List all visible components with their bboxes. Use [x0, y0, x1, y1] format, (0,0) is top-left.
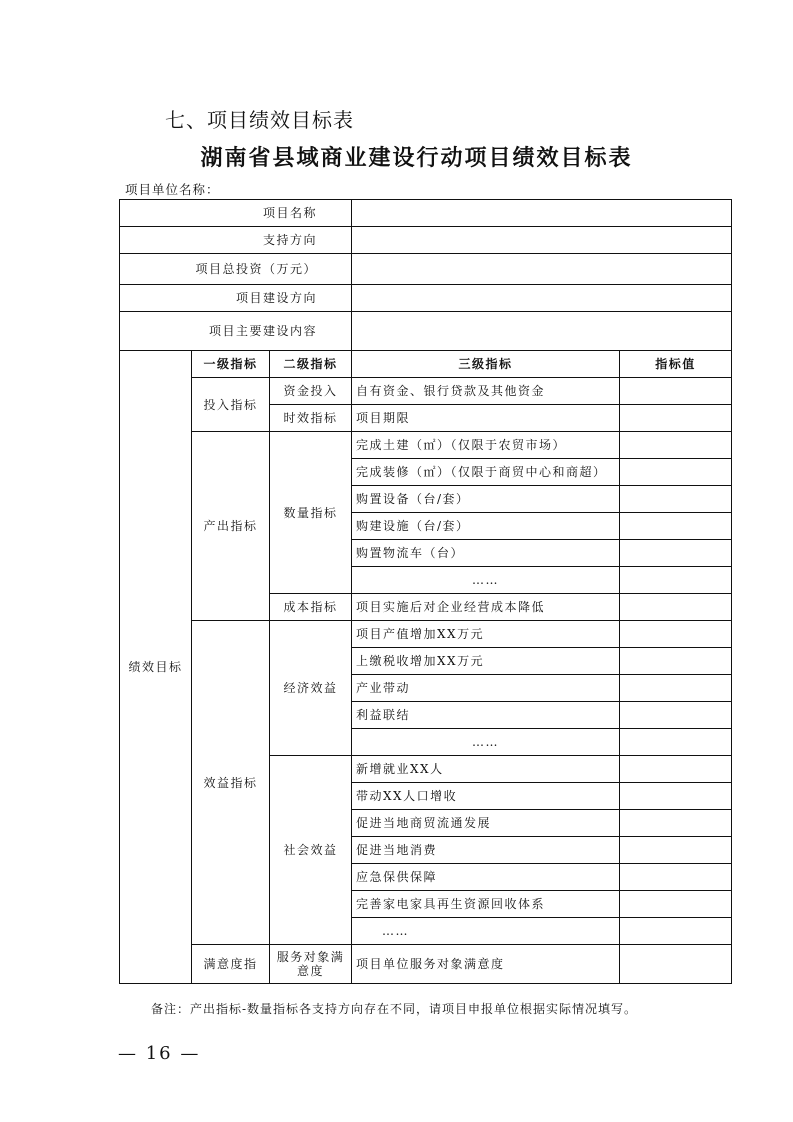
info-label: 项目名称: [120, 200, 352, 227]
info-label: 项目总投资（万元）: [120, 254, 352, 285]
level3-cell: 项目单位服务对象满意度: [352, 945, 620, 984]
info-row: [120, 312, 732, 351]
value-cell[interactable]: [620, 621, 732, 648]
level3-cell: 新增就业XX人: [352, 756, 620, 783]
level3-cell: 项目实施后对企业经营成本降低: [352, 594, 620, 621]
value-cell[interactable]: [620, 756, 732, 783]
level3-cell: 自有资金、银行贷款及其他资金: [352, 378, 620, 405]
info-value-cell[interactable]: [352, 312, 732, 351]
level3-cell: 购建设施（台/套）: [352, 513, 620, 540]
level1-satisfaction: 满意度指: [192, 945, 270, 984]
info-value-cell[interactable]: [352, 200, 732, 227]
value-cell[interactable]: [620, 891, 732, 918]
value-cell[interactable]: [620, 702, 732, 729]
value-cell[interactable]: [620, 405, 732, 432]
value-cell[interactable]: [620, 918, 732, 945]
header-level1: 一级指标: [192, 351, 270, 378]
level3-cell: 促进当地商贸流通发展: [352, 810, 620, 837]
value-cell[interactable]: [620, 837, 732, 864]
value-cell[interactable]: [620, 810, 732, 837]
value-cell[interactable]: [620, 783, 732, 810]
header-level2: 二级指标: [270, 351, 352, 378]
value-cell[interactable]: [620, 513, 732, 540]
category-cell: 绩效目标: [120, 351, 192, 984]
level3-cell: 完成土建（㎡）（仅限于农贸市场）: [352, 432, 620, 459]
info-label: 项目建设方向: [120, 285, 352, 312]
table-row: [120, 378, 732, 405]
table-row: [120, 621, 732, 648]
value-cell[interactable]: [620, 945, 732, 984]
section-title: 七、项目绩效目标表: [165, 108, 354, 132]
info-row: [120, 200, 732, 227]
info-value-cell[interactable]: [352, 285, 732, 312]
value-cell[interactable]: [620, 648, 732, 675]
info-row: [120, 254, 732, 285]
info-row: [120, 285, 732, 312]
value-cell[interactable]: [620, 864, 732, 891]
level1-output: 产出指标: [192, 432, 270, 621]
value-cell[interactable]: [620, 540, 732, 567]
value-cell[interactable]: [620, 378, 732, 405]
header-row: [120, 351, 732, 378]
level3-cell: 项目期限: [352, 405, 620, 432]
level3-cell: 完善家电家具再生资源回收体系: [352, 891, 620, 918]
level3-cell: ……: [352, 567, 620, 594]
level2-cell: 经济效益: [270, 621, 352, 756]
info-value-cell[interactable]: [352, 227, 732, 254]
value-cell[interactable]: [620, 486, 732, 513]
level2-cell: 成本指标: [270, 594, 352, 621]
level2-cell: 服务对象满意度: [270, 945, 352, 984]
value-cell[interactable]: [620, 432, 732, 459]
info-label: 支持方向: [120, 227, 352, 254]
table-row: [120, 432, 732, 459]
level3-cell: ……: [352, 918, 620, 945]
unit-name-label: 项目单位名称：: [125, 182, 220, 197]
level2-cell: 时效指标: [270, 405, 352, 432]
header-level3: 三级指标: [352, 351, 620, 378]
document-title: 湖南省县域商业建设行动项目绩效目标表: [200, 145, 633, 171]
level3-cell: 购置物流车（台）: [352, 540, 620, 567]
level3-cell: 项目产值增加XX万元: [352, 621, 620, 648]
performance-target-table: [119, 199, 732, 984]
level1-input: 投入指标: [192, 378, 270, 432]
level3-cell: ……: [352, 729, 620, 756]
info-label: 项目主要建设内容: [120, 312, 352, 351]
level2-cell: 数量指标: [270, 432, 352, 594]
value-cell[interactable]: [620, 567, 732, 594]
footnote: 备注：产出指标-数量指标各支持方向存在不同，请项目申报单位根据实际情况填写。: [151, 1002, 638, 1016]
level2-cell: 资金投入: [270, 378, 352, 405]
value-cell[interactable]: [620, 729, 732, 756]
level3-cell: 应急保供保障: [352, 864, 620, 891]
page-number: — 16 —: [118, 1043, 201, 1064]
level1-benefit: 效益指标: [192, 621, 270, 945]
level3-cell: 带动XX人口增收: [352, 783, 620, 810]
info-value-cell[interactable]: [352, 254, 732, 285]
table-row: [120, 945, 732, 984]
level2-cell: 社会效益: [270, 756, 352, 945]
level3-cell: 促进当地消费: [352, 837, 620, 864]
level3-cell: 产业带动: [352, 675, 620, 702]
info-row: [120, 227, 732, 254]
level3-cell: 完成装修（㎡）（仅限于商贸中心和商超）: [352, 459, 620, 486]
value-cell[interactable]: [620, 594, 732, 621]
level3-cell: 购置设备（台/套）: [352, 486, 620, 513]
value-cell[interactable]: [620, 675, 732, 702]
level3-cell: 利益联结: [352, 702, 620, 729]
header-value: 指标值: [620, 351, 732, 378]
value-cell[interactable]: [620, 459, 732, 486]
level3-cell: 上缴税收增加XX万元: [352, 648, 620, 675]
